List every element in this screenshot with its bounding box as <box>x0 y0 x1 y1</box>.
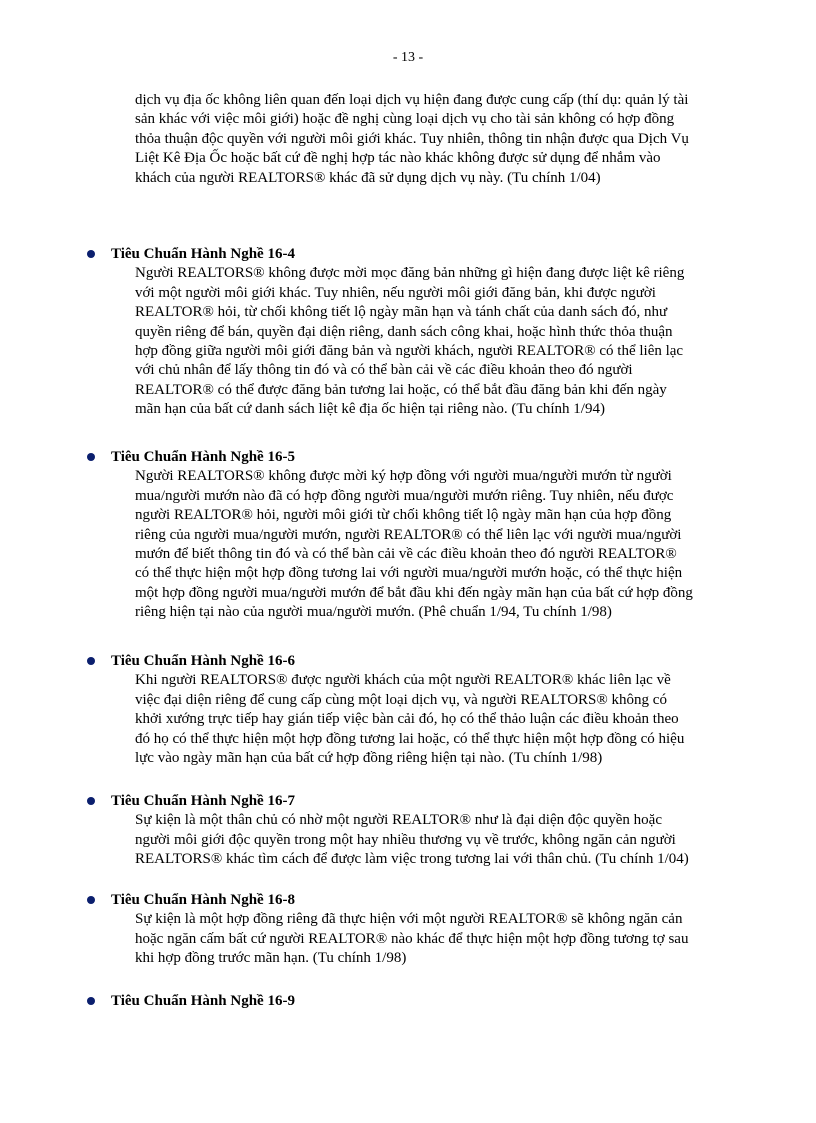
standard-body <box>135 811 747 869</box>
text-line: quyền riêng để bán, quyền đại diện riêng, danh sách công khai, hoặc hình thức thỏa thuận <box>135 323 673 340</box>
text-line: Người REALTORS® không được mời mọc đăng bản những gì hiện đang được liệt kê riêng <box>135 265 685 282</box>
text-line: việc đại diện riêng để cung cấp cùng một loại dịch vụ, và người REALTORS® không có <box>135 691 667 708</box>
standard-body <box>135 264 747 419</box>
text-line: REALTOR® hỏi, từ chối không tiết lộ ngày mãn hạn và tánh chất của danh sách đó, như <box>135 304 668 321</box>
text-line: dịch vụ địa ốc không liên quan đến loại dịch vụ hiện đang được cung cấp (thí dụ: quản lý tài <box>135 92 689 108</box>
text-line: Liệt Kê Địa Ốc hoặc bất cứ đề nghị hợp tác nào khác không được sử dụng để nhắm vào <box>135 150 661 167</box>
intro-paragraph <box>135 91 747 188</box>
standard-title: Tiêu Chuẩn Hành Nghề 16-7 <box>111 793 295 809</box>
text-line: hợp đồng giữa người môi giới đăng bản và người khách, người REALTOR® có thể liên lạc <box>135 343 684 360</box>
text-line: một hợp đồng người mua/người mướn để bắt đầu khi đến ngày mãn hạn của bất cứ hợp đồng <box>135 584 693 601</box>
text-line: mua/người mướn nào đã có hợp đồng người mua/người mướn riêng. Tuy nhiên, nếu được <box>135 487 674 504</box>
standard-title: Tiêu Chuẩn Hành Nghề 16-5 <box>111 449 295 465</box>
text-line: Khi người REALTORS® được người khách của một người REALTOR® khác liên lạc về <box>135 672 671 689</box>
standard-body <box>135 671 747 768</box>
standard-title: Tiêu Chuẩn Hành Nghề 16-6 <box>111 653 295 669</box>
bullet-icon <box>87 657 95 665</box>
bullet-icon <box>87 797 95 805</box>
text-line: REALTORS® khác tìm cách để được làm việc trong tương lai với thân chủ. (Tu chính 1/04) <box>135 851 689 868</box>
standard-body <box>135 910 747 968</box>
text-line: riêng của người mua/người mướn, người REALTOR® có thể liên lạc với người mua/người <box>135 526 682 543</box>
text-line: lực vào ngày mãn hạn của bất cứ hợp đồng riêng hiện tại nào. (Tu chính 1/98) <box>135 750 603 767</box>
bullet-icon <box>87 250 95 258</box>
bullet-icon <box>87 896 95 904</box>
bullet-icon <box>87 453 95 461</box>
text-line: người REALTOR® hỏi, người môi giới từ chối không tiết lộ ngày mãn hạn của hợp đồng <box>135 507 672 524</box>
text-line: có thể thực hiện một hợp đồng tương lai với người mua/người mướn hoặc, có thể thực hiện <box>135 565 683 582</box>
text-line: khách của người REALTORS® khác đã sử dụng dịch vụ này. (Tu chính 1/04) <box>135 169 601 186</box>
text-line: Sự kiện là một hợp đồng riêng đã thực hiện với một người REALTOR® sẽ không ngăn cản <box>135 911 683 928</box>
text-line: đó họ có thể thực hiện một hợp đồng tương lai hoặc, có thể thực hiện một hợp đồng có hiệu <box>135 730 685 747</box>
text-line: mãn hạn của bất cứ danh sách liệt kê địa ốc hiện tại riêng nào. (Tu chính 1/94) <box>135 401 605 418</box>
standard-title: Tiêu Chuẩn Hành Nghề 16-9 <box>111 993 295 1009</box>
page-number: - 13 - <box>392 50 424 65</box>
standard-title: Tiêu Chuẩn Hành Nghề 16-4 <box>111 246 295 262</box>
text-line: hoặc ngăn cấm bất cứ người REALTOR® nào khác để thực hiện một hợp đồng tương tợ sau <box>135 930 689 947</box>
text-line: Người REALTORS® không được mời ký hợp đồng với người mua/người mướn từ người <box>135 468 672 485</box>
text-line: khởi xướng trực tiếp hay gián tiếp việc bàn cải đó, họ có thể thảo luận các điều khoản theo <box>135 711 679 728</box>
standard-body <box>135 467 747 622</box>
text-line: riêng hiện tại nào của người mua/người mướn. (Phê chuẩn 1/94, Tu chính 1/98) <box>135 604 612 621</box>
standard-title: Tiêu Chuẩn Hành Nghề 16-8 <box>111 892 295 908</box>
bullet-icon <box>87 997 95 1005</box>
text-line: REALTOR® có thể được đăng bản tương lai hoặc, có thể bắt đầu đăng bản khi đến ngày <box>135 381 667 398</box>
text-line: thỏa thuận độc quyền với người môi giới khác. Tuy nhiên, thông tin nhận được qua Dịch Vụ <box>135 130 689 147</box>
text-line: sản khác với việc môi giới) hoặc đề nghị cùng loại dịch vụ cho tài sản không có hợp đồng <box>135 111 675 128</box>
text-line: khi hợp đồng trước mãn hạn. (Tu chính 1/98) <box>135 950 407 967</box>
text-line: mướn để biết thông tin đó và có thể bàn cải về các điều khoản theo đó người REALTOR® <box>135 546 677 563</box>
text-line: với một người môi giới khác. Tuy nhiên, nếu người môi giới đăng bản, khi được người <box>135 284 656 301</box>
text-line: Sự kiện là một thân chủ có nhờ một người REALTOR® như là đại diện độc quyền hoặc <box>135 812 662 829</box>
text-line: người môi giới độc quyền trong một hay nhiều thương vụ về trước, không ngăn cản người <box>135 831 676 848</box>
text-line: với chủ nhân để lấy thông tin đó và có thể bàn cải về các điều khoản theo đó người <box>135 362 633 379</box>
